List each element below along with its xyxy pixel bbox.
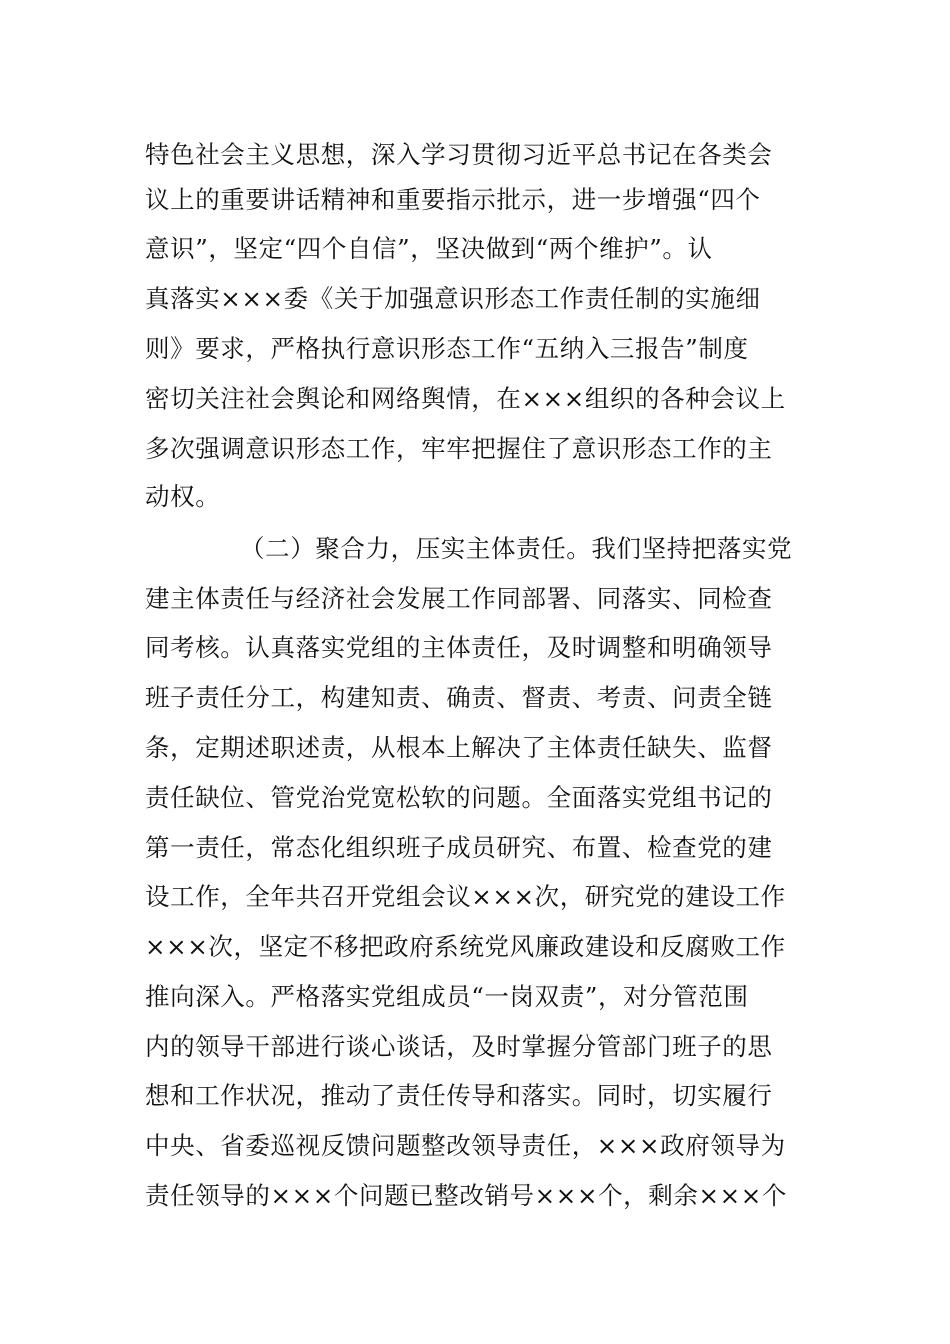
text-line: 同考核。认真落实党组的主体责任，及时调整和明确领导 xyxy=(145,633,773,662)
text-line: 特色社会主义思想，深入学习贯彻习近平总书记在各类会 xyxy=(145,140,773,169)
text-line: 班子责任分工，构建知责、确责、督责、考责、问责全链 xyxy=(145,683,773,712)
text-line: 则》要求，严格执行意识形态工作“五纳入三报告”制度 xyxy=(145,334,749,363)
section-heading-line: （二）聚合力，压实主体责任。我们坚持把落实党 xyxy=(240,534,793,563)
text-line: 第一责任，常态化组织班子成员研究、布置、检查党的建 xyxy=(145,833,773,862)
text-line: 推向深入。严格落实党组成员“一岗双责”，对分管范围 xyxy=(145,982,749,1011)
text-line: 动权。 xyxy=(145,482,221,511)
text-line: 意识”，坚定“四个自信”，坚决做到“两个维护”。认 xyxy=(145,234,713,263)
text-line: 设工作，全年共召开党组会议×××次，研究党的建设工作 xyxy=(145,882,786,911)
text-line: 多次强调意识形态工作，牢牢把握住了意识形态工作的主 xyxy=(145,434,773,463)
text-line: 责任缺位、管党治党宽松软的问题。全面落实党组书记的 xyxy=(145,783,773,812)
text-line: 真落实×××委《关于加强意识形态工作责任制的实施细 xyxy=(145,284,761,313)
text-line: 内的领导干部进行谈心谈话，及时掌握分管部门班子的思 xyxy=(145,1032,773,1061)
text-line: 条，定期述职述责，从根本上解决了主体责任缺失、监督 xyxy=(145,733,773,762)
text-line: 责任领导的×××个问题已整改销号×××个，剩余×××个 xyxy=(145,1181,787,1210)
text-line: 密切关注社会舆论和网络舆情，在×××组织的各种会议上 xyxy=(145,384,786,413)
text-line: 想和工作状况，推动了责任传导和落实。同时，切实履行 xyxy=(145,1081,773,1110)
text-line: ×××次，坚定不移把政府系统党风廉政建设和反腐败工作 xyxy=(145,932,786,961)
text-line: 建主体责任与经济社会发展工作同部署、同落实、同检查 xyxy=(145,584,773,613)
text-line: 议上的重要讲话精神和重要指示批示，进一步增强“四个 xyxy=(145,185,761,214)
text-line: 中央、省委巡视反馈问题整改领导责任，×××政府领导为 xyxy=(145,1131,786,1160)
